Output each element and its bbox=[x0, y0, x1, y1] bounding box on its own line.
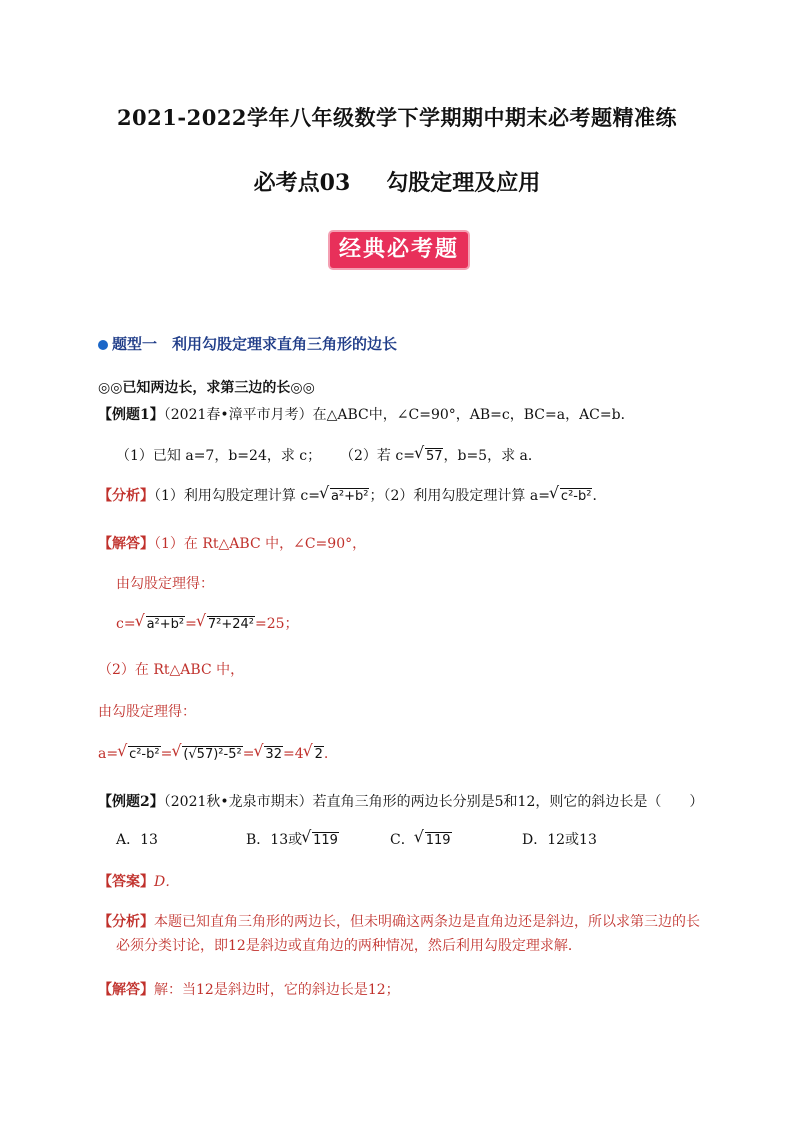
sqrt-symbol: √ (√57)²-5² bbox=[173, 744, 242, 765]
main-title: 2021-2022学年八年级数学下学期期中期末必考题精准练 bbox=[116, 105, 678, 130]
example2-solution: 【解答】解：当12是斜边时，它的斜边长是12； bbox=[98, 982, 400, 998]
classic-badge: 经典必考题 bbox=[330, 232, 468, 268]
example1-analysis: 【分析】（1）利用勾股定理计算 c=√ a²+b²；（2）利用勾股定理计算 a=√ c²-b²． bbox=[98, 486, 606, 507]
sqrt-symbol: √ c²-b² bbox=[551, 486, 593, 507]
example1-source: （2021春•漳平市月考）在△ABC中，∠C=90°，AB=c，BC=a，AC=b． bbox=[163, 407, 635, 423]
answer-label: 【答案】 bbox=[98, 874, 154, 890]
solution-label: 【解答】 bbox=[98, 982, 154, 998]
sub-title bbox=[0, 166, 794, 197]
option-a: A．13 bbox=[116, 832, 158, 848]
sqrt-symbol: √ c²-b² bbox=[119, 744, 161, 765]
sub-title-point: 必考点03 bbox=[253, 170, 351, 196]
example2-answer: 【答案】D． bbox=[98, 874, 180, 890]
example2-statement bbox=[98, 792, 703, 812]
sqrt-symbol: √ 32 bbox=[255, 744, 283, 765]
example1-solution-line3: c=√ a²+b²=√ 7²+24²=25； bbox=[116, 614, 299, 635]
example2-label: 【例题2】 bbox=[98, 794, 164, 810]
sqrt-symbol: √ 7²+24² bbox=[198, 614, 255, 635]
option-b: B．13或√ 119 bbox=[246, 830, 339, 851]
type-heading: 题型一 利用勾股定理求直角三角形的边长 bbox=[98, 334, 397, 354]
example1-solution-line6: a=√ c²-b²=√ (√57)²-5²=√ 32=4√ 2. bbox=[98, 744, 328, 765]
sqrt-symbol: √ 119 bbox=[416, 830, 452, 851]
sub-heading: ◎◎已知两边长，求第三边的长◎◎ bbox=[98, 380, 315, 396]
example1-label: 【例题1】 bbox=[98, 407, 164, 423]
sqrt-symbol: √ 119 bbox=[303, 830, 339, 851]
option-c: C．√ 119 bbox=[390, 830, 452, 851]
example2-analysis-line1: 【分析】本题已知直角三角形的两边长，但未明确这两条边是直角边还是斜边，所以求第三边的长 bbox=[98, 914, 700, 930]
example1-q1: （1）已知 a=7，b=24，求 c； bbox=[116, 448, 322, 464]
example2-analysis-line2: 必须分类讨论，即12是斜边或直角边的两种情况，然后利用勾股定理求解． bbox=[116, 938, 582, 954]
analysis-label: 【分析】 bbox=[98, 914, 154, 930]
example1-statement bbox=[98, 405, 635, 425]
sqrt-symbol: √ 2 bbox=[305, 744, 324, 765]
example1-q2: （2）若 c=√ 57，b=5，求 a． bbox=[340, 446, 542, 467]
example1-solution-line1: 【解答】（1）在 Rt△ABC 中，∠C=90°， bbox=[98, 536, 367, 552]
example1-solution-line5: 由勾股定理得： bbox=[98, 704, 196, 720]
analysis-label: 【分析】 bbox=[98, 488, 154, 504]
solution-label: 【解答】 bbox=[98, 536, 154, 552]
sqrt-symbol: √ a²+b² bbox=[137, 614, 186, 635]
sub-title-topic: 勾股定理及应用 bbox=[386, 170, 541, 196]
example1-solution-line4: （2）在 Rt△ABC 中， bbox=[98, 662, 245, 678]
sqrt-symbol: √ a²+b² bbox=[321, 486, 370, 507]
sqrt-symbol: √ 57 bbox=[416, 446, 444, 467]
example2-question: （2021秋•龙泉市期末）若直角三角形的两边长分别是5和12，则它的斜边长是（ ） bbox=[163, 794, 704, 810]
example1-solution-line2: 由勾股定理得： bbox=[116, 576, 214, 592]
bullet-dot-icon bbox=[98, 340, 108, 350]
option-d: D．12或13 bbox=[522, 832, 597, 848]
